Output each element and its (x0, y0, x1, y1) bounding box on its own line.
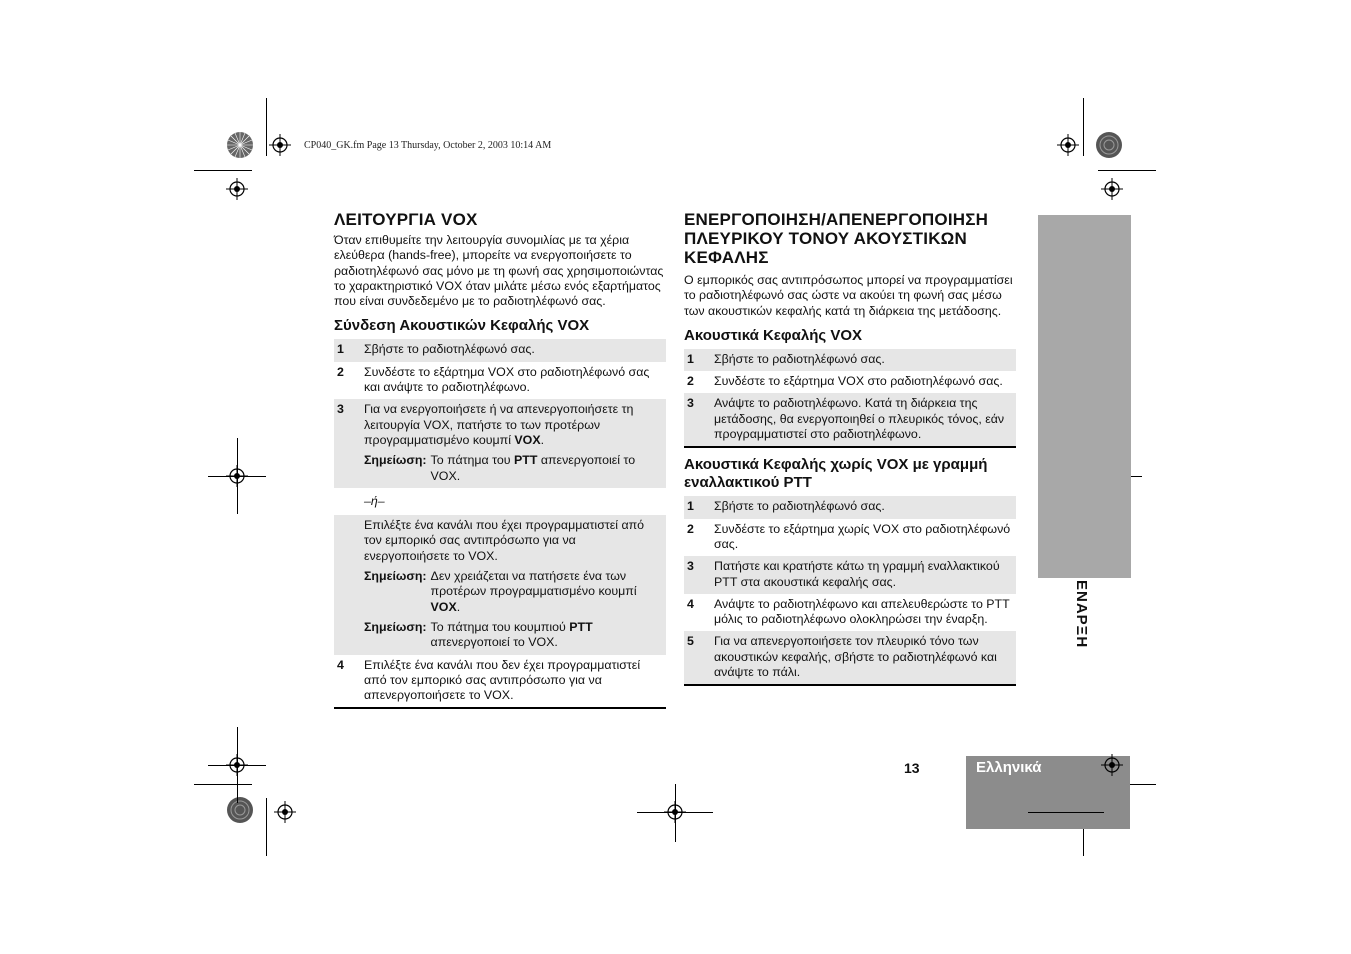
step-text: Πατήστε και κρατήστε κάτω τη γραμμή εναλλακτικού PTT στα ακουστικά κεφαλής σας. (714, 559, 1000, 589)
subsection-title: Ακουστικά Κεφαλής χωρίς VOX με γραμμή εναλλακτικού PTT (684, 456, 988, 492)
subsection-title: Σύνδεση Ακουστικών Κεφαλής VOX (334, 317, 590, 335)
crop-line (194, 170, 252, 171)
left-column (334, 210, 666, 709)
step-number: 3 (337, 402, 344, 417)
step-row (334, 399, 666, 487)
step-number: 2 (687, 521, 694, 536)
note-text (431, 453, 662, 484)
step-text (364, 402, 666, 483)
step-row (684, 631, 1016, 684)
step-number-empty (334, 518, 364, 650)
step-number: 2 (687, 374, 694, 389)
crop-line (675, 784, 676, 842)
step-number-empty (334, 494, 364, 509)
step-number: 4 (337, 657, 344, 672)
crop-line (266, 798, 267, 856)
step-text: Σβήστε το ραδιοτηλέφωνό σας. (714, 499, 885, 514)
step-row (334, 515, 666, 654)
note-text-part: . (456, 599, 461, 614)
step-number: 2 (337, 364, 344, 379)
section-title: ΛΕΙΤΟΥΡΓΙΑ VOX (334, 210, 478, 229)
step-row (684, 496, 1016, 518)
step-row (684, 393, 1016, 446)
step-number: 3 (687, 396, 694, 411)
crop-line (1083, 98, 1084, 156)
button-name: VOX (514, 432, 541, 447)
rosette-mark (1095, 131, 1123, 159)
registration-mark (274, 801, 296, 823)
step-text: Για να απενεργοποιήσετε τον πλευρικό τόνο των ακουστικών κεφαλής, σβήστε το ραδιοτηλέφωνό και ανάψτε το πάλι. (714, 634, 997, 680)
steps-list (334, 339, 666, 709)
crop-line (237, 438, 238, 514)
note-label: Σημείωση: (364, 569, 427, 584)
step-row (684, 371, 1016, 393)
step-number: 4 (687, 596, 694, 611)
step-text (364, 518, 666, 650)
section-side-tab (1038, 215, 1131, 649)
step-number: 3 (687, 559, 694, 574)
button-name: VOX (430, 599, 457, 614)
step-text: Συνδέστε το εξάρτημα VOX στο ραδιοτηλέφωνό σας και ανάψτε το ραδιοτηλέφωνο. (364, 364, 650, 395)
crop-line (1028, 812, 1104, 813)
step-text: Συνδέστε το εξάρτημα χωρίς VOX στο ραδιοτηλέφωνό σας. (714, 521, 1011, 551)
page-number: 13 (904, 760, 920, 776)
file-header: CP040_GK.fm Page 13 Thursday, October 2, 2003 10:14 AM (304, 140, 552, 151)
registration-mark (226, 178, 248, 200)
step-row (684, 594, 1016, 632)
note-text (431, 569, 662, 615)
note-text-part: Το πάτημα του (430, 453, 514, 468)
step-number: 1 (337, 342, 344, 357)
step-row (684, 349, 1016, 371)
crop-line (194, 784, 252, 785)
intro-paragraph: Ο εμπορικός σας αντιπρόσωπος μπορεί να προγραμματίσει το ραδιοτηλέφωνό σας ώστε να ακούει τη φωνή σας μέσω των ακουστικών κεφαλής κατά τη διάρκεια της μετάδοσης. (684, 273, 1013, 318)
crop-line (266, 98, 267, 156)
registration-mark (269, 134, 291, 156)
step-text: Επιλέξτε ένα κανάλι που δεν έχει προγραμματιστεί από τον εμπορικό σας αντιπρόσωπο για να απενεργοποιήσετε το VOX. (364, 657, 641, 703)
note-label: Σημείωση: (364, 619, 427, 634)
step-text-part: Για να ενεργοποιήσετε ή να απενεργοποιήσετε τη λειτουργία VOX, πατήστε το των προτέρων προγραμματισμένο κουμπί (364, 402, 634, 447)
step-number: 5 (687, 634, 694, 649)
step-text: Ανάψτε το ραδιοτηλέφωνο και απελευθερώστε το PTT μόλις το ραδιοτηλέφωνο ολοκληρώσει την έναρξη. (714, 596, 1010, 627)
crop-line (1098, 170, 1156, 171)
section-side-tab-label: ΕΝΑΡΞΗ (1073, 580, 1090, 649)
steps-list (684, 496, 1016, 686)
registration-mark (1101, 754, 1123, 776)
step-text: Ανάψτε το ραδιοτηλέφωνο. Κατά τη διάρκεια της μετάδοσης, θα ενεργοποιηθεί ο πλευρικός τόνος, εάν προγραμματιστεί στο ραδιοτηλέφωνο. (714, 396, 1005, 442)
note (364, 620, 662, 651)
right-column (684, 210, 1016, 686)
intro-paragraph: Όταν επιθυμείτε την λειτουργία συνομιλίας με τα χέρια ελεύθερα (hands-free), μπορείτε να ενεργοποιήσετε το ραδιοτηλέφωνό σας μόνο με τη φωνή σας χρησιμοποιώντας το χαρακτηριστικό VOX όταν μιλάτε μέσω ενός εξαρτήματος που είναι συνδεδεμένο με το ραδιοτηλέφωνό σας. (334, 233, 664, 309)
button-name: PTT (569, 619, 593, 634)
note (364, 569, 662, 615)
note-text-part: απενεργοποιεί το VOX. (430, 453, 636, 483)
registration-mark (1057, 134, 1079, 156)
note-text (431, 620, 662, 651)
step-text: Συνδέστε το εξάρτημα VOX στο ραδιοτηλέφωνό σας. (714, 374, 1003, 389)
step-row (334, 655, 666, 708)
note-text-part: Δεν χρειάζεται να πατήσετε ένα των προτέρων προγραμματισμένο κουμπί (430, 569, 637, 599)
step-text: Σβήστε το ραδιοτηλέφωνό σας. (714, 351, 885, 366)
step-text-part: . (540, 432, 545, 447)
language-tab-label: Ελληνικά (976, 759, 1042, 776)
section-title: ΕΝΕΡΓΟΠΟΙΗΣΗ/ΑΠΕΝΕΡΓΟΠΟΙΗΣΗ ΠΛΕΥΡΙΚΟΥ ΤΟΝΟΥ ΑΚΟΥΣΤΙΚΩΝ ΚΕΦΑΛΗΣ (684, 210, 989, 267)
note-label: Σημείωση: (364, 453, 427, 468)
note-text-part: Το πάτημα του κουμπιού (430, 619, 570, 634)
steps-list (684, 349, 1016, 448)
rosette-mark (226, 796, 254, 824)
button-name: PTT (513, 453, 538, 468)
subsection-title: Ακουστικά Κεφαλής VOX (684, 326, 863, 344)
step-row (684, 519, 1016, 557)
step-text-part: Επιλέξτε ένα κανάλι που έχει προγραμματιστεί από τον εμπορικό σας αντιπρόσωπο για να ενεργοποιήσετε το VOX. (364, 518, 645, 563)
step-row (684, 556, 1016, 594)
registration-mark (1101, 178, 1123, 200)
step-row (334, 488, 666, 515)
note (364, 453, 662, 484)
note-text-part: απενεργοποιεί το VOX. (430, 635, 558, 650)
step-number: 1 (687, 351, 694, 366)
step-row (334, 362, 666, 400)
step-number: 1 (687, 499, 694, 514)
crop-line (237, 727, 238, 803)
step-row (334, 339, 666, 361)
step-text: Σβήστε το ραδιοτηλέφωνό σας. (364, 342, 535, 357)
or-separator: –ή– (364, 493, 385, 508)
rosette-mark (226, 131, 254, 159)
